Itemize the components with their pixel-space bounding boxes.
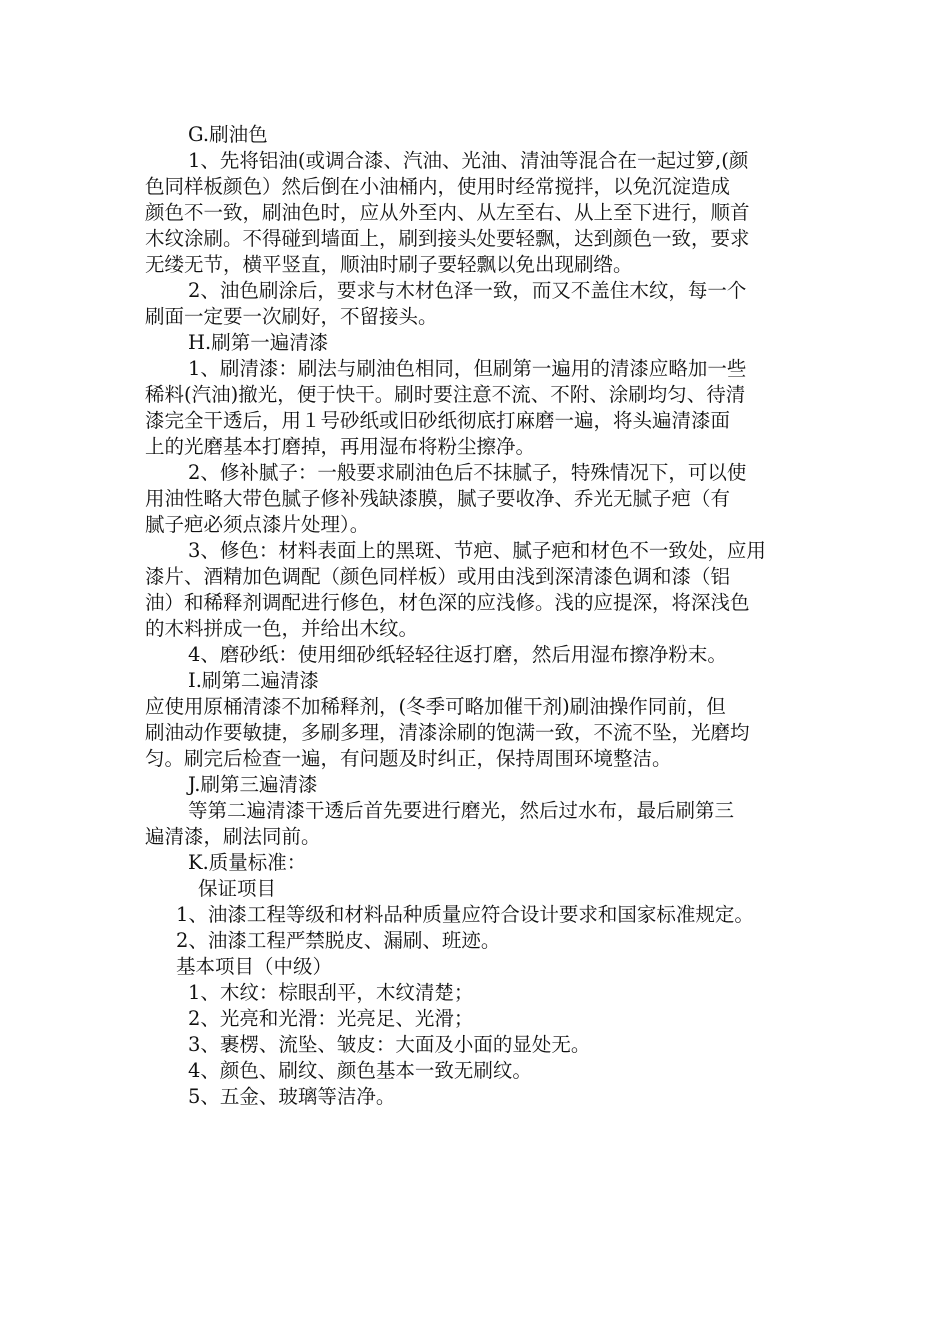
heading-g: G.刷油色	[188, 123, 268, 146]
paragraph-line: 4、磨砂纸：使用细砂纸轻轻往返打磨，然后用湿布擦净粉末。	[188, 643, 727, 666]
paragraph-line: 匀。刷完后检查一遍，有问题及时纠正，保持周围环境整洁。	[145, 747, 672, 770]
paragraph-line: 的木料拼成一色，并给出木纹。	[145, 617, 419, 640]
paragraph-line: 3、修色：材料表面上的黑斑、节疤、腻子疤和材色不一致处，应用	[188, 539, 766, 562]
paragraph-line: 腻子疤必须点漆片处理）。	[145, 513, 370, 536]
list-item: 4、颜色、刷纹、颜色基本一致无刷纹。	[188, 1059, 532, 1082]
paragraph-line: 应使用原桶清漆不加稀释剂，(冬季可略加催干剂)刷油操作同前，但	[145, 695, 726, 718]
paragraph-line: 稀料(汽油)撤光，便于快干。刷时要注意不流、不附、涂刷均匀、待清	[145, 383, 746, 406]
list-item: 1、油漆工程等级和材料品种质量应符合设计要求和国家标准规定。	[176, 903, 754, 926]
paragraph-line: 漆完全干透后，用１号砂纸或旧砂纸彻底打麻磨一遍，将头遍清漆面	[145, 409, 731, 432]
paragraph-line: 木纹涂刷。不得碰到墙面上，刷到接头处要轻飘，达到颜色一致，要求	[145, 227, 750, 250]
paragraph-line: 等第二遍清漆干透后首先要进行磨光，然后过水布，最后刷第三	[188, 799, 735, 822]
paragraph-line: 2、修补腻子：一般要求刷油色后不抹腻子，特殊情况下，可以使	[188, 461, 747, 484]
heading-j: J.刷第三遍清漆	[188, 773, 318, 796]
list-item: 1、木纹：棕眼刮平，木纹清楚；	[188, 981, 474, 1004]
paragraph-line: 刷油动作要敏捷，多刷多理，清漆涂刷的饱满一致，不流不坠，光磨均	[145, 721, 750, 744]
subheading-guarantee: 保证项目	[198, 877, 277, 900]
paragraph-line: 色同样板颜色）然后倒在小油桶内，使用时经常搅拌，以免沉淀造成	[145, 175, 731, 198]
paragraph-line: 无缕无节，横平竖直，顺油时刷子要轻飘以免出现刷绺。	[145, 253, 633, 276]
list-item: 2、油漆工程严禁脱皮、漏刷、班迹。	[176, 929, 501, 952]
paragraph-line: 颜色不一致，刷油色时，应从外至内、从左至右、从上至下进行，顺首	[145, 201, 750, 224]
subheading-basic: 基本项目（中级）	[176, 955, 333, 978]
list-item: 2、光亮和光滑：光亮足、光滑；	[188, 1007, 474, 1030]
heading-i: I.刷第二遍清漆	[188, 669, 319, 692]
paragraph-line: 漆片、酒精加色调配（颜色同样板）或用由浅到深清漆色调和漆（铝	[145, 565, 731, 588]
paragraph-line: 1、先将铝油(或调合漆、汽油、光油、清油等混合在一起过箩,(颜	[188, 149, 749, 172]
paragraph-line: 用油性略大带色腻子修补残缺漆膜，腻子要收净、乔光无腻子疤（有	[145, 487, 731, 510]
heading-h: H.刷第一遍清漆	[188, 331, 329, 354]
paragraph-line: 刷面一定要一次刷好，不留接头。	[145, 305, 438, 328]
heading-k: K.质量标准：	[188, 851, 307, 874]
list-item: 3、裹楞、流坠、皱皮：大面及小面的显处无。	[188, 1033, 591, 1056]
list-item: 5、五金、玻璃等洁净。	[188, 1085, 396, 1108]
paragraph-line: 遍清漆，刷法同前。	[145, 825, 321, 848]
paragraph-line: 2、油色刷涂后，要求与木材色泽一致，而又不盖住木纹，每一个	[188, 279, 747, 302]
paragraph-line: 油）和稀释剂调配进行修色，材色深的应浅修。浅的应提深，将深浅色	[145, 591, 750, 614]
paragraph-line: 上的光磨基本打磨掉，再用湿布将粉尘擦净。	[145, 435, 536, 458]
paragraph-line: 1、刷清漆：刷法与刷油色相同，但刷第一遍用的清漆应略加一些	[188, 357, 747, 380]
